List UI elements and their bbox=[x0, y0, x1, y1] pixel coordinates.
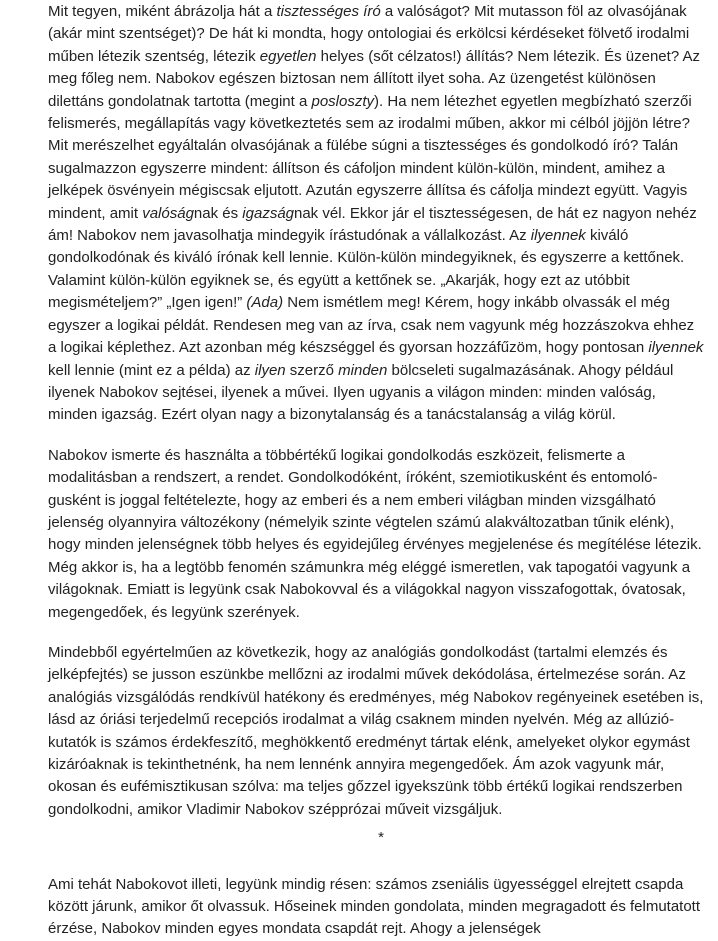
text-run: kell lennie (mint ez a példa) az bbox=[48, 361, 255, 379]
text-run: nak vél. Ekkor jár el tisztességesen, de hát ez nagyon nehéz ám! Nabokov nem javasolhatja mindegyik írástudónak a vállalkozást. Az bbox=[48, 204, 697, 245]
emphasized-text: ilyen bbox=[254, 361, 286, 379]
paragraph-1 bbox=[48, 1, 704, 427]
paragraph-4 bbox=[48, 874, 704, 941]
emphasized-text: (Ada) bbox=[246, 294, 284, 312]
emphasized-text: valóság bbox=[142, 204, 194, 222]
emphasized-text: igazság bbox=[242, 204, 294, 222]
text-run: Nabokov ismerte és használta a többértékű logikai gondolkodás eszközeit, felismerte a modalitásban a rendszert, a rendet. Gondolkodóként, íróként, szemiotikusként és entomológusként is joggal feltételezte, hogy az emberi és a nem emberi világban minden vizsgálható jelenség olyannyira változékony (némelyik szinte végtelen számú alakváltozatban tűnik elénk), hogy minden jelenségnek több helyes és egyidejűleg érvényes megjelenése és megítélése létezik. Még akkor is, ha a legtöbb fenomén számunkra még eléggé ismeretlen, vak tapogatói vagyunk a világoknak. Emiatt is legyünk csak Nabokovval és a világokkal nagyon visszafogottak, óvatosak, megengedőek, és legyünk szerények. bbox=[48, 446, 702, 621]
paragraph-3 bbox=[48, 642, 704, 821]
emphasized-text: ilyennek bbox=[648, 339, 704, 357]
emphasized-text: tisztességes író bbox=[276, 3, 381, 20]
text-run: szerző bbox=[285, 361, 339, 379]
text-run: Mindebből egyértelműen az következik, hogy az analógiás gondolkodást (tartalmi elemzés és jelképfejtés) se jusson eszünkbe mellőzni az irodalmi művek dekódolása, értelmezése során. Az analógiás vizsgálódás rendkívül hatékony és eredményes, még Nabokov regényeinek esetében is, lásd az óriási terjedelmű recepciós irodalmat a világ csaknem minden nyelvén. Még az allúzió-kutatók is számos érdekfeszítő, meghökkentő eredményt tártak elénk, amelyeket olykor egymást kizáróaknak is tekinthetnénk, ha nem lennénk annyira megengedőek. Ám azok vagyunk már, okosan és eufémisztikusan szólva: ma teljes gőzzel igyekszünk több értékű logikai rendszerben gondolkodni, amikor Vladimir Nabokov szépprózai műveit vizsgáljuk. bbox=[48, 643, 704, 818]
emphasized-text: posloszty bbox=[311, 92, 375, 110]
text-run: Nem ismétlem meg! Kérem, hogy inkább olvassák el még egyszer a logikai példát. Rendesen meg van az írva, csak nem vagyunk még hozzászokva ehhez a logikai képlethez. Azt azonban még készséggel és gyorsan hozzáfűzöm, hogy pontosan bbox=[48, 294, 695, 357]
section-separator: * bbox=[378, 829, 384, 847]
document-page bbox=[0, 1, 718, 938]
text-run: ). Ha nem létezhet egyetlen megbízható szerzői felismerés, megállapítás vagy következtetés sem az irodalmi műben, akkor mi célból jöjjön létre? Mit merészelhet egyáltalán olvasójának a fülébe súgni a tisztességes és gondolkodó író? Talán sugalmazzon egyszerre mindent: állítson és cáfoljon mindent külön-külön, mindent, amihez a jelképek ösvényein mégiscsak eljutott. Azután egyszerre állítsa és cáfolja mindezt együtt. Vagyis mindent, amit bbox=[48, 92, 692, 222]
text-run: Ami tehát Nabokovot illeti, legyünk mindig résen: számos zseniális ügyességgel elrejtett csapda között járunk, amikor őt olvassuk. Hőseinek minden gondolata, minden megragadott és felmutatott érzése, Nabokov minden egyes mondata csapdát rejt. Ahogy a jelenségek bbox=[48, 875, 701, 938]
text-run: Mit tegyen, miként ábrázolja hát a bbox=[48, 3, 277, 20]
text-run: nak és bbox=[193, 204, 243, 222]
emphasized-text: minden bbox=[338, 361, 388, 379]
text-run: bölcseleti sugalmazásának. Ahogy például ilyenek Nabokov sejtései, ilyenek a művei. Ilyen ugyanis a világon minden: minden valóság, minden igazság. Ezért olyan nagy a bizonytalanság és a tanácstalanság a világ körül. bbox=[48, 361, 674, 424]
emphasized-text: ilyennek bbox=[530, 227, 586, 245]
paragraph-2 bbox=[48, 445, 704, 624]
text-run: a valóságot? Mit mutasson föl az olvasójának (akár mint szentséget)? De hát ki mondta, hogy ontologiai és erkölcsi kérdéseket fölvető irodalmi műben létezik szentség, létezik bbox=[48, 3, 690, 65]
text-run: helyes (sőt célzatos!) állítás? Nem létezik. És üzenet? Az meg főleg nem. Nabokov egészen biztosan nem állított ilyet soha. Az üzengetést különösen dilettáns gondolatnak tartotta (megint a bbox=[48, 47, 701, 110]
text-run: kiváló gondolkodónak és kiváló írónak kell lennie. Külön-külön mindegyiknek, és egyszerre a kettőnek. Valamint külön-külön egyiknek se, és együtt a kettőnek se. „Akarják, hogy ezt az utóbbit megismételjem?” „Igen igen!” bbox=[48, 227, 685, 312]
emphasized-text: egyetlen bbox=[259, 47, 317, 65]
